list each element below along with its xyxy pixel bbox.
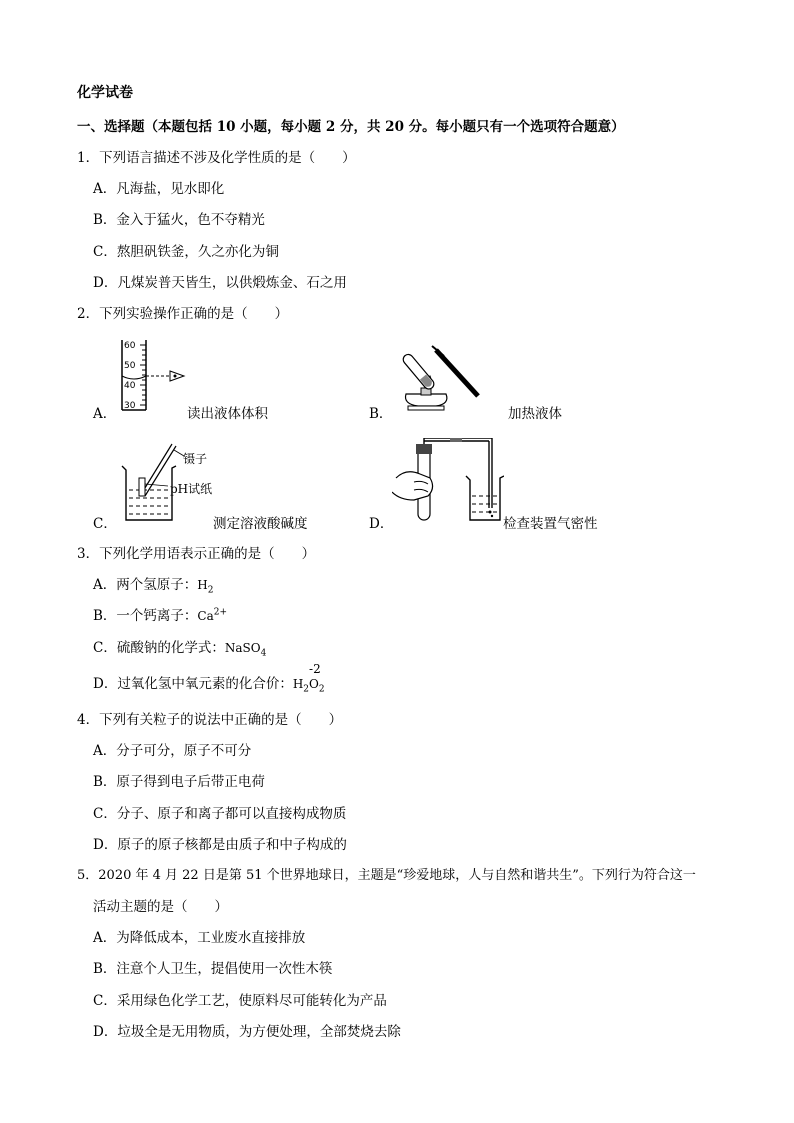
question-1-option-b: B．金入于猛火，色不夺精光 [93, 212, 265, 228]
question-4-option-a: A．分子可分，原子不可分 [93, 743, 252, 759]
question-2-option-c-letter: C． [93, 516, 117, 532]
question-3-stem: 3．下列化学用语表示正确的是（ ） [77, 546, 316, 562]
question-2-option-b-letter: B． [369, 406, 393, 422]
question-4-stem: 4．下列有关粒子的说法中正确的是（ ） [77, 712, 343, 728]
subscript: 2 [303, 684, 310, 695]
formula-o: O [309, 677, 319, 691]
section-heading: 一、选择题（本题包括 10 小题，每小题 2 分，共 20 分。每小题只有一个选项符合题意） [77, 119, 625, 135]
question-5-option-a: A．为降低成本，工业废水直接排放 [93, 930, 306, 946]
subscript: 2 [207, 585, 214, 596]
valence-label: -2 [309, 662, 321, 676]
question-2-option-b-label: 加热液体 [508, 406, 562, 422]
question-5-stem-line1: 5．2020 年 4 月 22 日是第 51 个世界地球日，主题是“珍爱地球，人与自然和谐共生”。下列行为符合这一 [77, 868, 696, 883]
tick-label: 50 [124, 361, 136, 371]
tick-label: 30 [124, 401, 136, 411]
question-3-option-b [93, 604, 227, 624]
graduated-cylinder-figure [112, 338, 192, 414]
question-5-option-b: B．注意个人卫生，提倡使用一次性木筷 [93, 961, 333, 977]
question-5-stem-line2: 活动主题的是（ ） [93, 899, 228, 915]
question-3-option-c [93, 636, 266, 659]
formula: Ca [197, 609, 214, 623]
question-3-option-a [93, 573, 213, 596]
heating-liquid-figure [388, 334, 488, 414]
page-title: 化学试卷 [77, 85, 133, 101]
question-2-option-a-label: 读出液体体积 [187, 406, 268, 422]
airtightness-check-figure [392, 438, 504, 528]
question-4-option-d: D．原子的原子核都是由质子和中子构成的 [93, 837, 347, 853]
question-4-option-c: C．分子、原子和离子都可以直接构成物质 [93, 806, 347, 822]
tweezers-label: 镊子 [183, 452, 208, 466]
question-4-option-b: B．原子得到电子后带正电荷 [93, 774, 265, 790]
question-3-option-d [93, 662, 325, 695]
question-1-option-d: D．凡煤炭普天皆生，以供煅炼金、石之用 [93, 275, 347, 291]
subscript: 4 [260, 648, 267, 659]
question-2-option-a-letter: A． [93, 406, 117, 422]
option-text: A．两个氢原子： [93, 577, 198, 593]
option-text: B．一个钙离子： [93, 608, 198, 624]
question-2-option-d-letter: D． [369, 516, 394, 532]
question-2-option-c-label: 测定溶液酸碱度 [213, 516, 308, 532]
question-1-stem: 1．下列语言描述不涉及化学性质的是（ ） [77, 150, 356, 166]
question-5-option-d: D．垃圾全是无用物质，为方便处理，全部焚烧去除 [93, 1024, 401, 1040]
superscript: 2+ [213, 607, 228, 618]
question-2-stem: 2．下列实验操作正确的是（ ） [77, 306, 289, 322]
question-2-option-d-label: 检查装置气密性 [503, 516, 598, 532]
subscript: 2 [318, 684, 325, 695]
ph-paper-label: pH试纸 [170, 482, 213, 496]
question-1-option-c: C．熬胆矾铁釜，久之亦化为铜 [93, 244, 279, 260]
option-text: D．过氧化氢中氧元素的化合价： [93, 676, 293, 692]
formula-h: H [292, 677, 304, 691]
formula: NaSO [224, 641, 261, 655]
tick-label: 40 [124, 381, 136, 391]
formula: H [197, 578, 208, 592]
question-5-option-c: C．采用绿色化学工艺，使原料尽可能转化为产品 [93, 993, 387, 1009]
tick-label: 60 [124, 341, 136, 351]
question-1-option-a: A．凡海盐，见水即化 [93, 181, 225, 197]
option-text: C．硫酸钠的化学式： [93, 640, 225, 656]
